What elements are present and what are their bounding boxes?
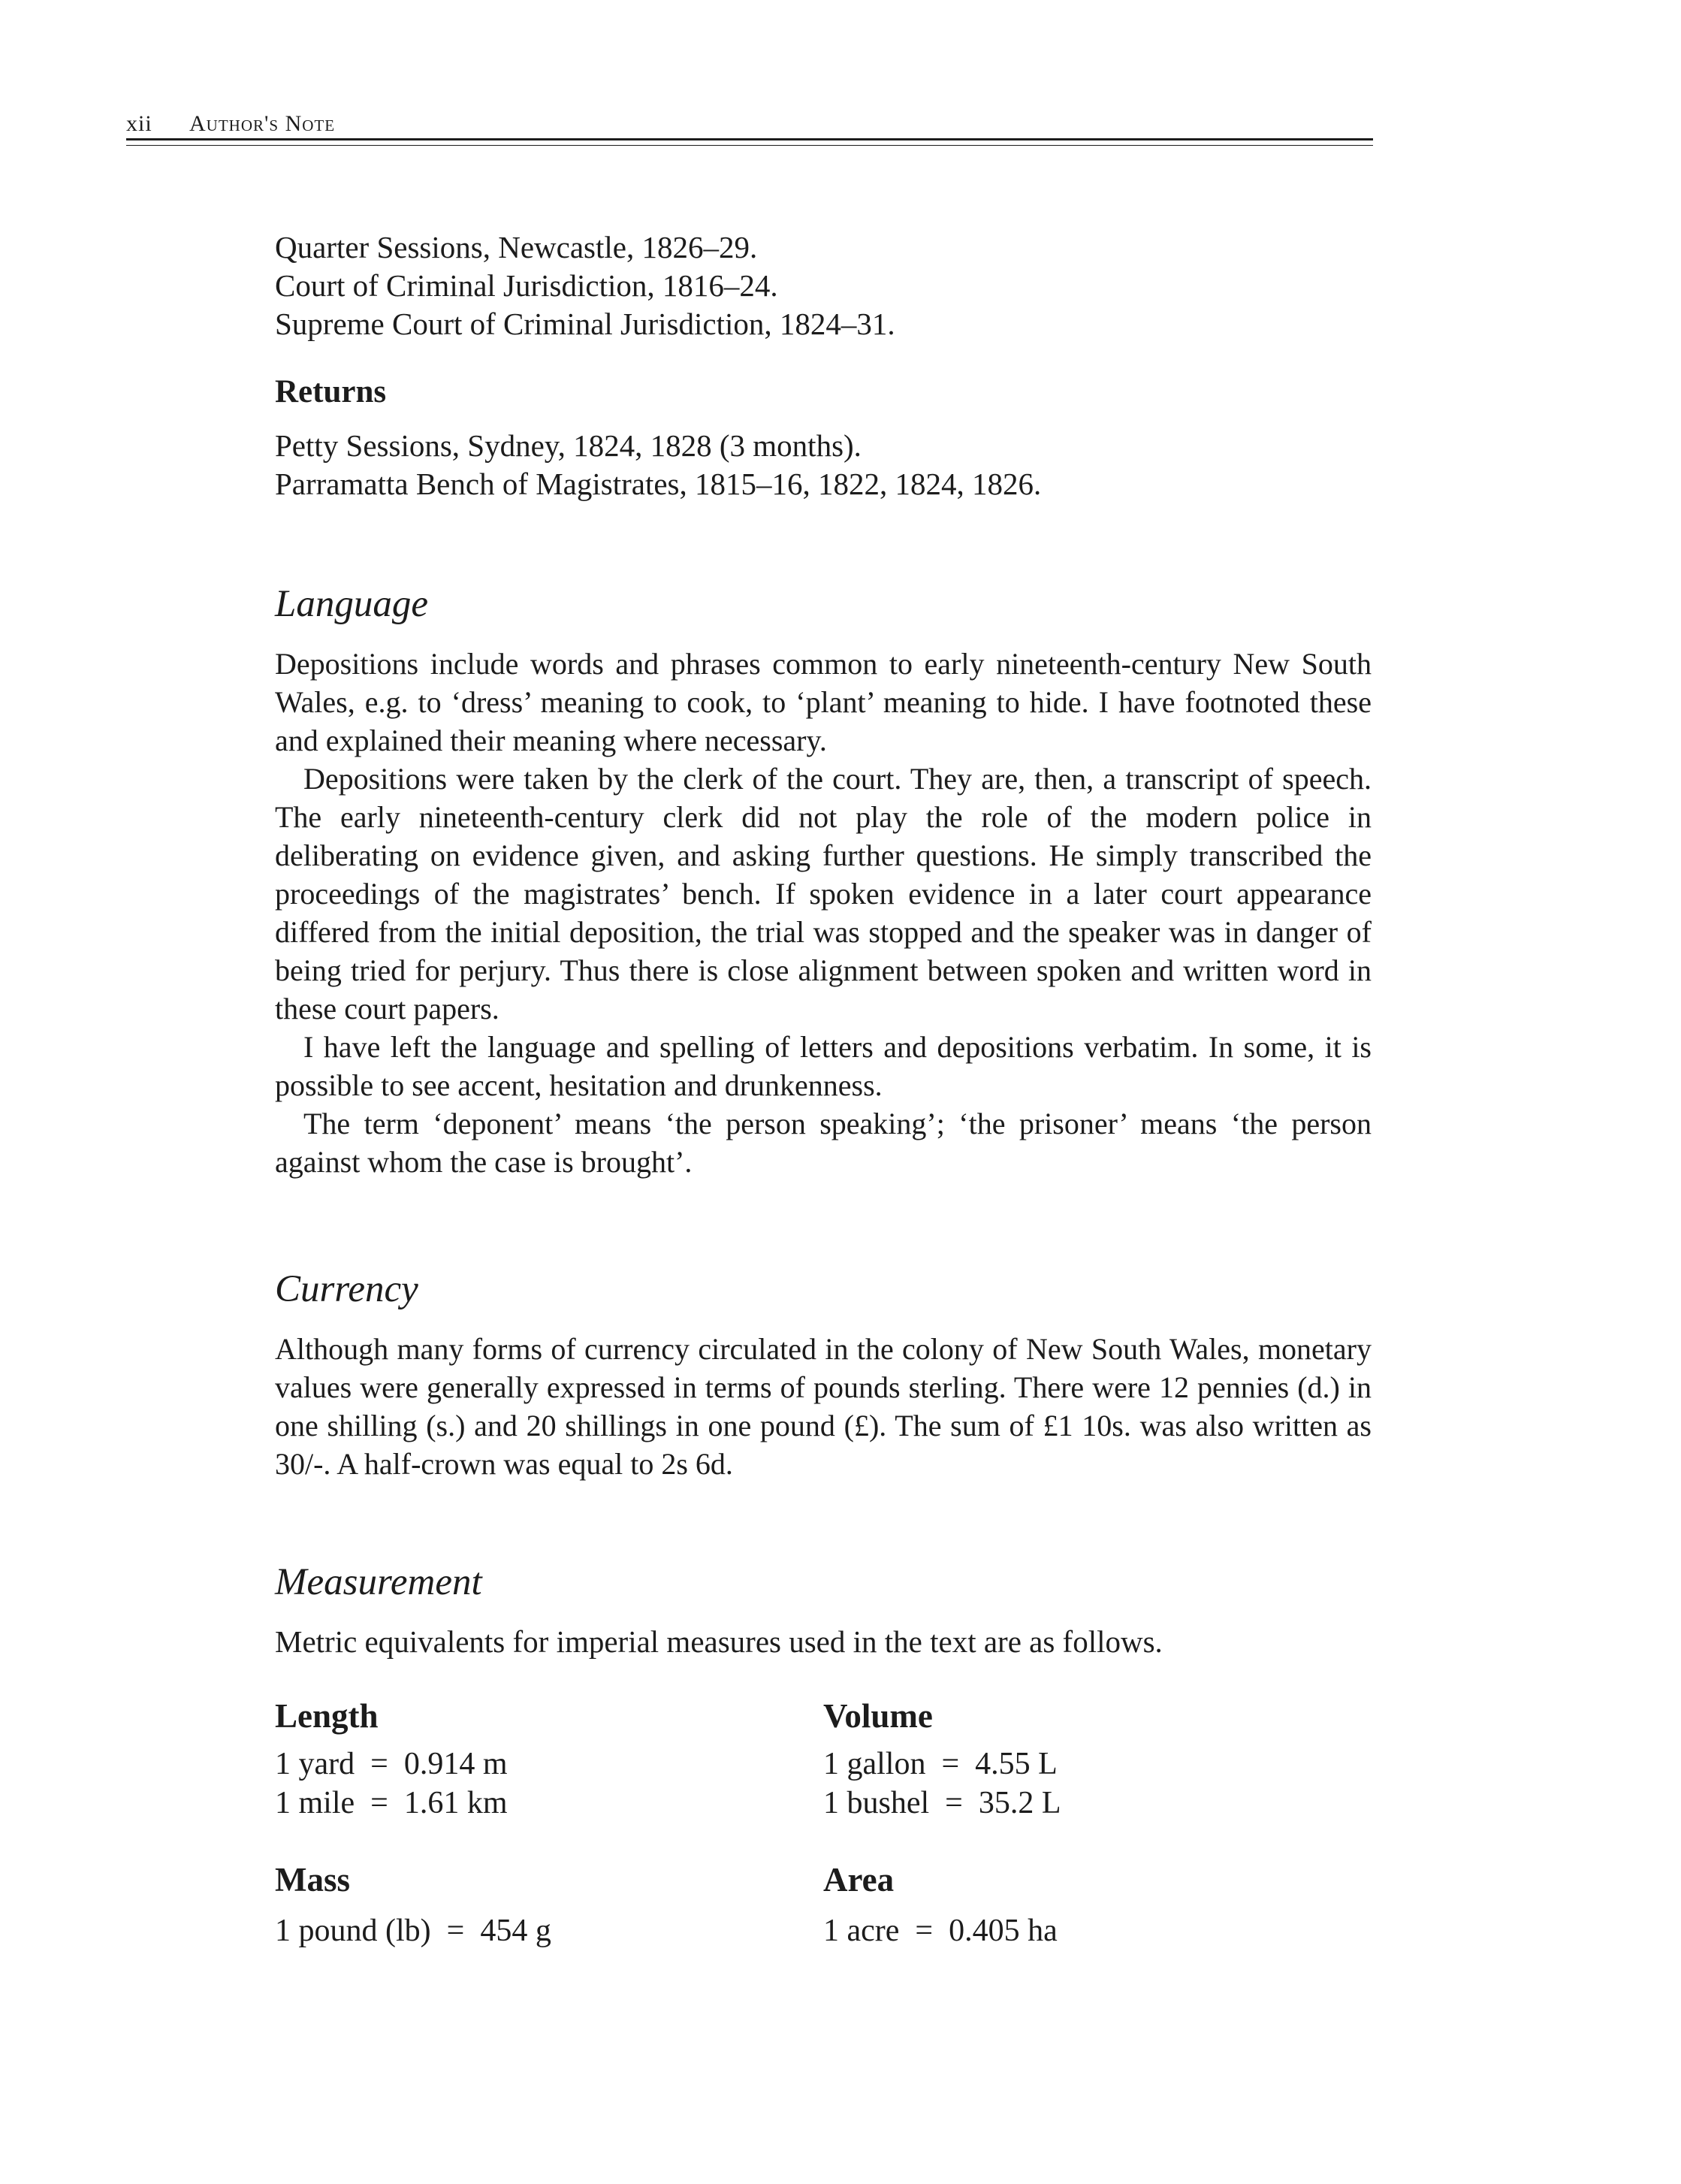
list-item: Petty Sessions, Sydney, 1824, 1828 (3 months).: [275, 428, 862, 463]
paragraph: Although many forms of currency circulated in the colony of New South Wales, monetary values were generally expressed in terms of pounds sterling. There were 12 pennies (d.) in one shilling (s.) and 20 shillings in one pound (£). The sum of £1 10s. was also written as 30/-. A half-crown was equal to 2s 6d.: [275, 1332, 1372, 1481]
area-heading: Area: [823, 1861, 895, 1899]
running-head-title: Author's Note: [189, 111, 336, 136]
volume-table: [823, 1695, 1304, 1823]
header-rule-thin: [126, 145, 1373, 146]
paragraph: Depositions include words and phrases common to early nineteenth-century New South Wales, e.g. to ‘dress’ meaning to cook, to ‘plant’ meaning to hide. I have footnoted these and explained their meaning where necessary.: [275, 647, 1372, 757]
conversion-row: 1 mile = 1.61 km: [275, 1786, 508, 1820]
area-table: [823, 1859, 1304, 1950]
paragraph: Depositions were taken by the clerk of the court. They are, then, a transcript of speech. The early nineteenth-century clerk did not play the role of the modern police in deliberating on evidence given, and asking further questions. He simply transcribed the proceedings of the magistrates’ bench. If spoken evidence in a later court appearance differed from the initial deposition, the trial was stopped and the speaker was in danger of being tried for perjury. Thus there is close alignment between spoken and written word in these court papers.: [275, 762, 1372, 1026]
measurement-intro: Metric equivalents for imperial measures used in the text are as follows.: [275, 1624, 1163, 1659]
currency-section: [275, 1267, 1372, 1483]
mass-heading: Mass: [275, 1861, 350, 1899]
page-number: xii: [126, 111, 152, 136]
list-item: Supreme Court of Criminal Jurisdiction, 1824–31.: [275, 307, 895, 341]
list-item: Court of Criminal Jurisdiction, 1816–24.: [275, 268, 778, 303]
conversion-row: 1 gallon = 4.55 L: [823, 1747, 1058, 1781]
conversion-row: 1 acre = 0.405 ha: [823, 1914, 1058, 1948]
paragraph: The term ‘deponent’ means ‘the person speaking’; ‘the prisoner’ means ‘the person against whom the case is brought’.: [275, 1107, 1372, 1179]
conversion-row: 1 yard = 0.914 m: [275, 1747, 508, 1781]
paragraph: I have left the language and spelling of letters and depositions verbatim. In some, it is possible to see accent, hesitation and drunkenness.: [275, 1030, 1372, 1102]
returns-heading: Returns: [275, 374, 387, 409]
measurement-heading: Measurement: [275, 1561, 482, 1603]
volume-heading: Volume: [823, 1697, 933, 1735]
length-heading: Length: [275, 1697, 379, 1735]
conversion-row: 1 pound (lb) = 454 g: [275, 1914, 551, 1948]
language-heading: Language: [275, 583, 428, 625]
list-item: Quarter Sessions, Newcastle, 1826–29.: [275, 230, 758, 264]
running-head: [126, 108, 1373, 141]
length-table: [275, 1695, 756, 1823]
court-records-list: [275, 228, 1372, 343]
conversion-row: 1 bushel = 35.2 L: [823, 1786, 1061, 1820]
measurement-section: [275, 1560, 1372, 1661]
language-section: [275, 581, 1372, 1181]
returns-section: [275, 373, 1372, 503]
header-rule: [126, 138, 1373, 140]
mass-table: [275, 1859, 756, 1950]
list-item: Parramatta Bench of Magistrates, 1815–16, 1822, 1824, 1826.: [275, 467, 1042, 501]
currency-heading: Currency: [275, 1268, 418, 1310]
